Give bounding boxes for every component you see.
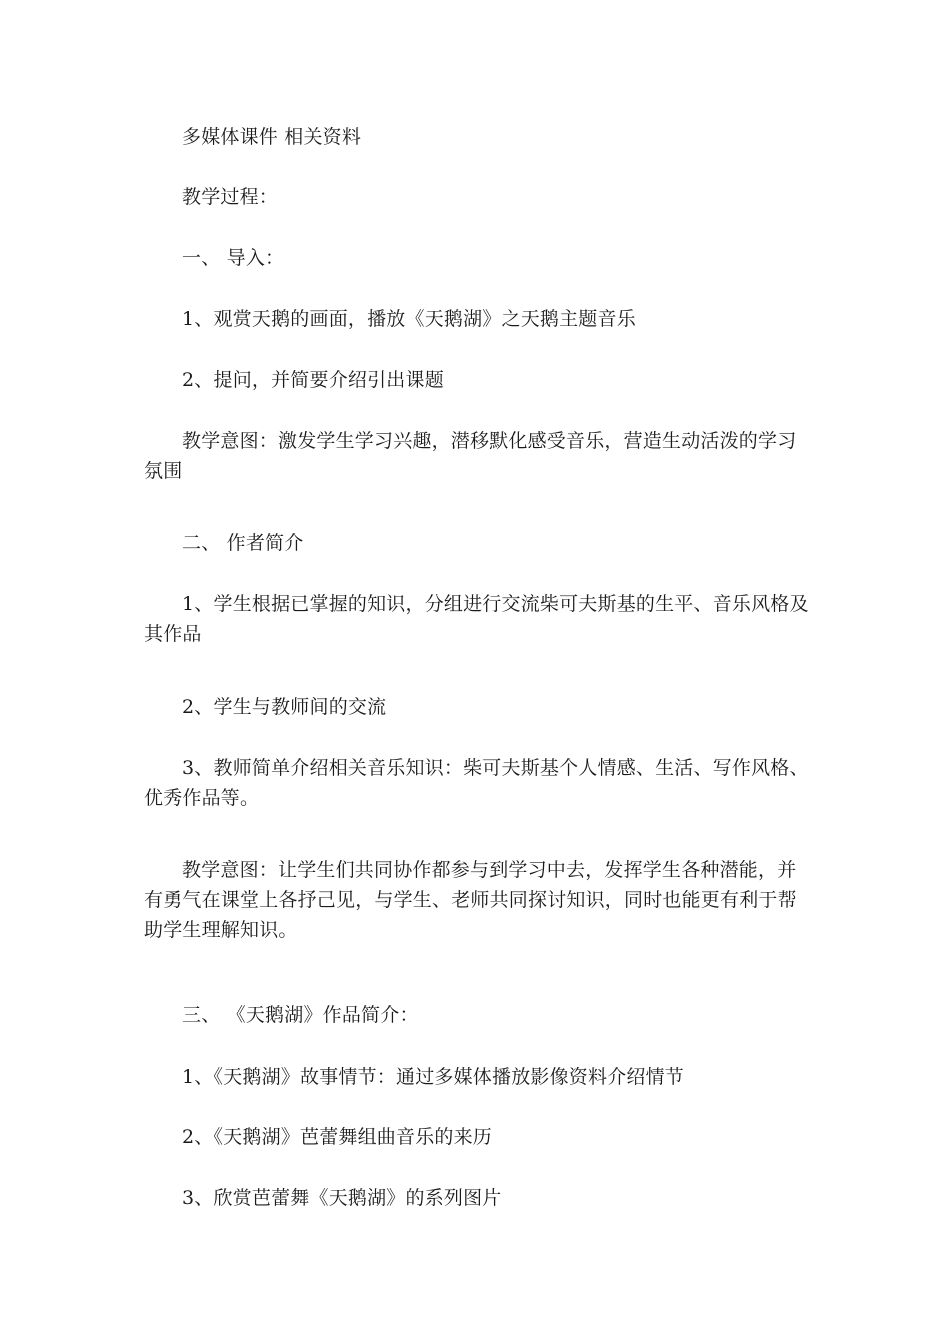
section-1-item-1: 1、观赏天鹅的画面，播放《天鹅湖》之天鹅主题音乐 bbox=[182, 308, 636, 330]
section-2-item-3: 3、教师简单介绍相关音乐知识：柴可夫斯基个人情感、生活、写作风格、优秀作品等。 bbox=[144, 757, 809, 809]
materials-line: 多媒体课件 相关资料 bbox=[182, 126, 362, 148]
section-2-item-1: 1、学生根据已掌握的知识，分组进行交流柴可夫斯基的生平、音乐风格及其作品 bbox=[144, 593, 809, 645]
section-1-item-2: 2、提问，并简要介绍引出课题 bbox=[182, 369, 444, 391]
section-3-heading: 三、 《天鹅湖》作品简介： bbox=[182, 1004, 419, 1026]
section-1-intent: 教学意图：激发学生学习兴趣，潜移默化感受音乐，营造生动活泼的学习氛围 bbox=[144, 430, 797, 482]
teaching-process-heading: 教学过程： bbox=[182, 186, 279, 208]
section-2-intent: 教学意图：让学生们共同协作都参与到学习中去，发挥学生各种潜能，并有勇气在课堂上各抒己见，与学生、老师共同探讨知识，同时也能更有利于帮助学生理解知识。 bbox=[144, 859, 797, 941]
section-2-item-2: 2、学生与教师间的交流 bbox=[182, 696, 387, 718]
section-3-item-3: 3、欣赏芭蕾舞《天鹅湖》的系列图片 bbox=[182, 1187, 502, 1209]
section-3-item-1: 1、《天鹅湖》故事情节：通过多媒体播放影像资料介绍情节 bbox=[182, 1066, 684, 1088]
section-1-heading: 一、 导入： bbox=[182, 247, 285, 269]
section-3-item-2: 2、《天鹅湖》芭蕾舞组曲音乐的来历 bbox=[182, 1126, 492, 1148]
section-2-heading: 二、 作者简介 bbox=[182, 532, 304, 554]
